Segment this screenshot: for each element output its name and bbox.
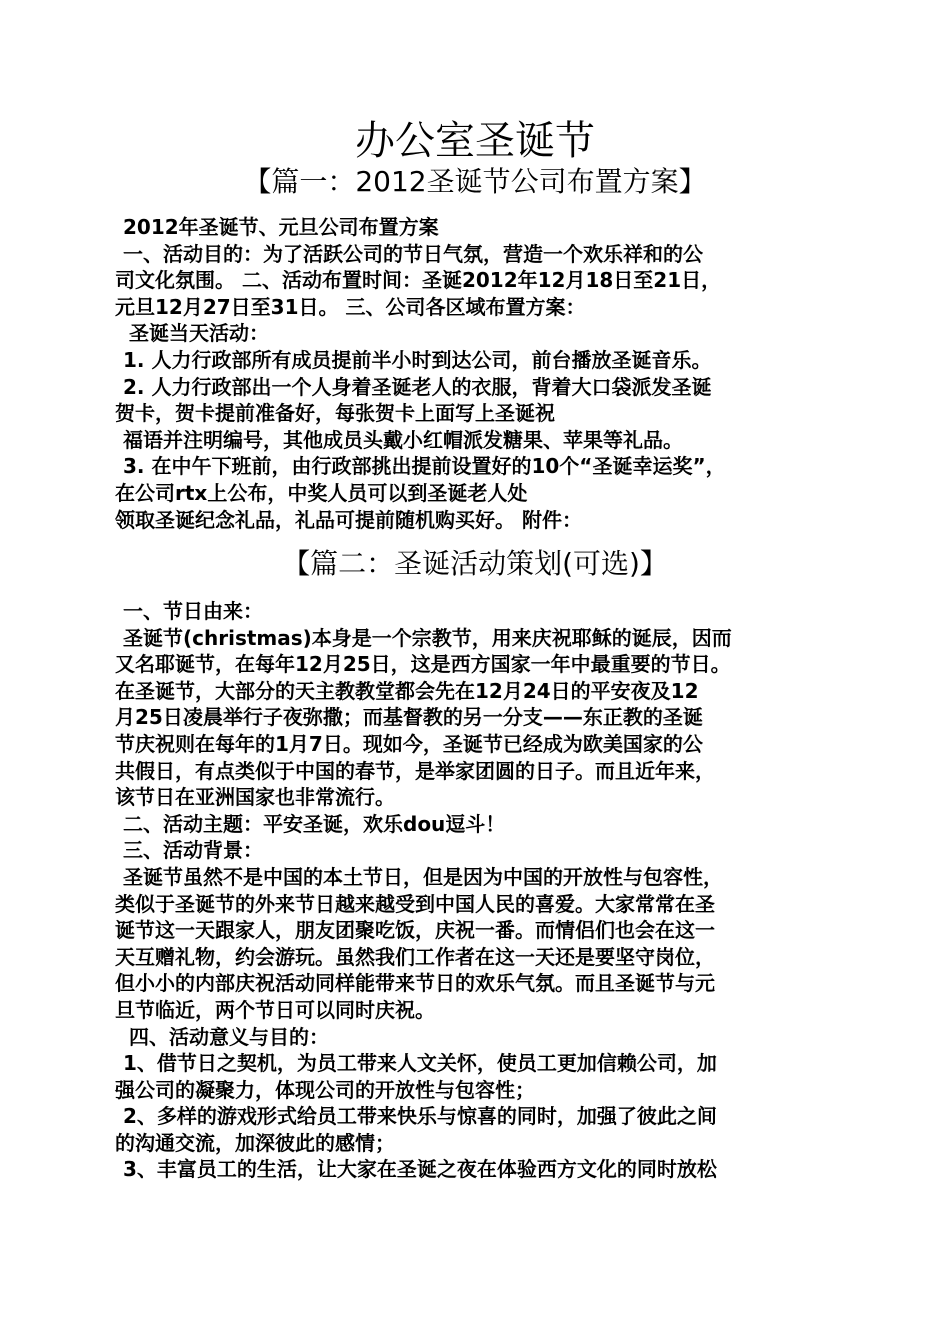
text-line: 圣诞节虽然不是中国的本土节日，但是因为中国的开放性与包容性， xyxy=(123,864,723,889)
text-line: 月25日凌晨举行子夜弥撒；而基督教的另一分支——东正教的圣诞 xyxy=(115,705,703,730)
text-line: 节庆祝则在每年的1月7日。现如今，圣诞节已经成为欧美国家的公 xyxy=(115,731,703,756)
text-line: 在公司rtx上公布，中奖人员可以到圣诞老人处 xyxy=(115,480,528,505)
text-line: 诞节这一天跟家人，朋友团聚吃饭，庆祝一番。而情侣们也会在这一 xyxy=(115,918,715,943)
section-heading-2: 【篇二：圣诞活动策划(可选)】 xyxy=(282,547,668,580)
text-line: 该节日在亚洲国家也非常流行。 xyxy=(115,785,395,810)
text-line: 天互赠礼物，约会游玩。虽然我们工作者在这一天还是要坚守岗位， xyxy=(115,944,715,969)
text-line: 在圣诞节，大部分的天主教教堂都会先在12月24日的平安夜及12 xyxy=(115,678,699,703)
text-line: 又名耶诞节，在每年12月25日，这是西方国家一年中最重要的节日。 xyxy=(115,652,731,677)
text-line: 2. 人力行政部出一个人身着圣诞老人的衣服，背着大口袋派发圣诞 xyxy=(123,374,712,399)
text-line: 类似于圣诞节的外来节日越来越受到中国人民的喜爱。大家常常在圣 xyxy=(115,891,715,916)
text-line: 1. 人力行政部所有成员提前半小时到达公司，前台播放圣诞音乐。 xyxy=(123,347,712,372)
text-line: 贺卡，贺卡提前准备好，每张贺卡上面写上圣诞祝 xyxy=(115,401,555,426)
text-line: 3. 在中午下班前，由行政部挑出提前设置好的10个“圣诞幸运奖”， xyxy=(123,454,726,479)
text-line: 1、借节日之契机，为员工带来人文关怀，使员工更加信赖公司，加 xyxy=(123,1051,717,1076)
section-2-body xyxy=(115,598,845,1183)
section-1-body xyxy=(115,214,845,533)
text-line: 一、节日由来： xyxy=(123,599,263,623)
text-line: 的沟通交流，加深彼此的感情； xyxy=(115,1130,395,1155)
section-heading-1: 【篇一：2012圣诞节公司布置方案】 xyxy=(243,165,707,198)
text-line: 圣诞节(christmas)本身是一个宗教节，用来庆祝耶稣的诞辰，因而 xyxy=(123,625,732,650)
text-line: 强公司的凝聚力，体现公司的开放性与包容性； xyxy=(115,1077,535,1102)
text-line: 元旦12月27日至31日。 三、公司各区域布置方案： xyxy=(115,294,586,319)
text-line: 旦节临近，两个节日可以同时庆祝。 xyxy=(115,997,435,1022)
text-line: 2012年圣诞节、元旦公司布置方案 xyxy=(123,215,439,239)
text-line: 三、活动背景： xyxy=(123,838,263,863)
text-line: 领取圣诞纪念礼品，礼品可提前随机购买好。 附件： xyxy=(115,507,582,532)
text-line: 共假日，有点类似于中国的春节，是举家团圆的日子。而且近年来， xyxy=(115,758,715,783)
text-line: 圣诞当天活动： xyxy=(129,321,269,346)
text-line: 二、活动主题：平安圣诞，欢乐dou逗斗！ xyxy=(123,811,506,836)
text-line: 3、丰富员工的生活，让大家在圣诞之夜在体验西方文化的同时放松 xyxy=(123,1157,717,1182)
text-line: 福语并注明编号，其他成员头戴小红帽派发糖果、苹果等礼品。 xyxy=(123,427,683,452)
text-line: 一、活动目的：为了活跃公司的节日气氛，营造一个欢乐祥和的公 xyxy=(123,241,703,266)
text-line: 四、活动意义与目的： xyxy=(129,1024,329,1049)
text-line: 司文化氛围。 二、活动布置时间：圣诞2012年12月18日至21日， xyxy=(115,268,722,293)
document-title: 办公室圣诞节 xyxy=(355,118,595,164)
text-line: 2、多样的游戏形式给员工带来快乐与惊喜的同时，加强了彼此之间 xyxy=(123,1104,717,1129)
text-line: 但小小的内部庆祝活动同样能带来节日的欢乐气氛。而且圣诞节与元 xyxy=(115,971,715,996)
